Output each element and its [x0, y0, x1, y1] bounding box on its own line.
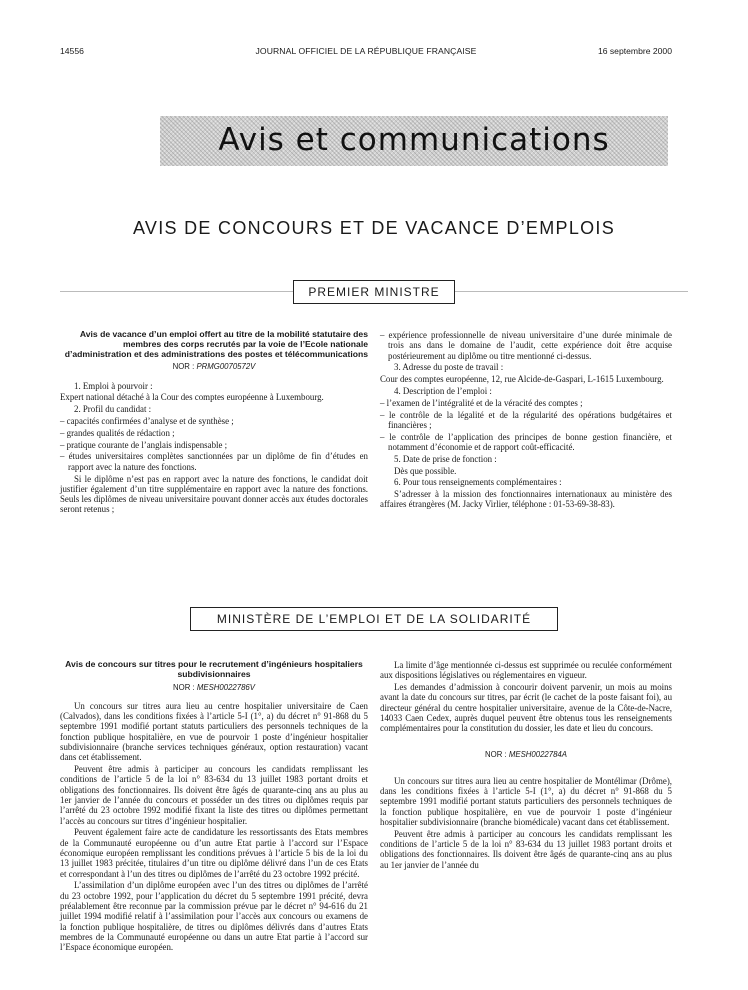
paragraph: 1. Emploi à pourvoir :	[74, 380, 153, 391]
paragraph: 4. Description de l’emploi :	[394, 385, 492, 396]
nor-label: NOR :	[172, 362, 195, 372]
paragraph: Dès que possible.	[394, 465, 457, 476]
paragraph: S’adresser à la mission des fonctionnaires internationaux au ministère des affaires étrangères (M. Jacky Virlier, téléphone : 01-53-69-38-83).	[380, 489, 672, 510]
paragraph: La limite d’âge mentionnée ci-dessus est supprimée ou reculée conformément aux dispositions législatives ou réglementaires en vigueur.	[380, 660, 672, 681]
list-item: – grandes qualités de rédaction ;	[60, 427, 175, 438]
nor-reference	[60, 683, 368, 693]
paragraph: Un concours sur titres aura lieu au centre hospitalier universitaire de Caen (Calvados), dans les conditions fixées à l’article 5-I (1°, a) du décret n° 91-868 du 5 septembre 1991 modifié portant statuts particuliers des personnels techniques de la fonction publique hospitalière, en vue de pourvoir 1 poste d’ingénieur hospitalier subdivisionnaire (branche services techniques généraux, option restauration) vacant dans cet établissement.	[60, 700, 368, 763]
paragraph: Cour des comptes européenne, 12, rue Alcide-de-Gaspari, L-1615 Luxembourg.	[380, 374, 664, 385]
notice-2-right-column	[380, 660, 672, 872]
paragraph: Si le diplôme n’est pas en rapport avec la nature des fonctions, le candidat doit justifier également d’un titre supplémentaire en rapport avec la nature des fonctions. Seuls les diplômes de niveau universitaire pouvant donner accès aux études doctorales seront retenus ;	[60, 473, 368, 515]
paragraph: 6. Pour tous renseignements complémentaires :	[394, 477, 562, 488]
paragraph: Peuvent également faire acte de candidature les ressortissants des Etats membres de la Communauté européenne ou d’un autre Etat partie à l’accord sur l’Espace économique européen remplissant les conditions prévues à l’article 5 bis de la loi du 13 juillet 1983 précitée, titulaires d’un titre ou diplôme délivré dans l’un de ces Etats et correspondant à l’un des titres ou diplômes de l’arrêté du 23 octobre 1992 précité.	[60, 827, 368, 879]
list-item: – l’examen de l’intégralité et de la véracité des comptes ;	[380, 397, 583, 408]
ministry-heading-emploi-solidarite: MINISTÈRE DE L’EMPLOI ET DE LA SOLIDARITÉ	[190, 607, 558, 631]
paragraph: 5. Date de prise de fonction :	[394, 453, 497, 464]
nor-code: MESH0022784A	[508, 749, 567, 759]
page-number: 14556	[60, 46, 84, 56]
publication-date: 16 septembre 2000	[597, 46, 672, 56]
banner-title: Avis et communications	[218, 122, 610, 158]
notice-2-left-column	[60, 660, 368, 954]
ministry-heading-premier-ministre: PREMIER MINISTRE	[293, 280, 455, 304]
nor-reference	[380, 750, 672, 760]
paragraph: Peuvent être admis à participer au concours les candidats remplissant les conditions de l’article 5 de la loi n° 83-634 du 13 juillet 1983 portant droits et obligations des fonctionnaires. Ils doivent être âgés de quarante-cinq ans au plus au 1er janvier de l’année du	[380, 828, 672, 870]
list-item: – le contrôle de l’application des principes de bonne gestion financière, et notamment d’économie et de rapport coût-efficacité.	[380, 431, 672, 452]
nor-code: MESH0022786V	[196, 682, 255, 692]
list-item: – expérience professionnelle de niveau universitaire d’une durée minimale de trois ans dans le domaine de l’audit, cette expérience doit être acquise postérieurement au diplôme ou titre mentionné ci-dessus.	[380, 330, 672, 361]
notice-1-right-column	[380, 330, 672, 511]
list-item: – études universitaires complètes sanctionnées par un diplôme de fin d’études en rapport avec la nature des fonctions.	[60, 451, 368, 472]
nor-label: NOR :	[173, 682, 195, 692]
list-item: – le contrôle de la légalité et de la régularité des opérations budgétaires et financières ;	[380, 409, 672, 430]
paragraph: Les demandes d’admission à concourir doivent parvenir, un mois au moins avant la date du concours sur titres, par écrit (le cachet de la poste faisant foi), au directeur général du centre hospitalier universitaire, avenue de la Côte-de-Nacre, 14033 Caen Cedex, auprès duquel peuvent être obtenus tous les renseignements complémentaires pour la constitution du dossier, les date et lieu du concours.	[380, 682, 672, 734]
paragraph: Un concours sur titres aura lieu au centre hospitalier de Montélimar (Drôme), dans les conditions fixées à l’article 5-I (1°, a) du décret n° 91-868 du 5 septembre 1991 modifié portant statuts particuliers des personnels techniques de la fonction publique hospitalière, en vue de pourvoir 1 poste d’ingénieur hospitalier subdivisionnaire (branche biomédicale) vacant dans cet établissement.	[380, 775, 672, 828]
nor-label: NOR :	[485, 749, 507, 759]
list-item: – capacités confirmées d’analyse et de synthèse ;	[60, 416, 234, 427]
notice-heading: Avis de concours sur titres pour le recrutement d’ingénieurs hospitaliers subdivisionnaires	[65, 659, 363, 679]
section-title: AVIS DE CONCOURS ET DE VACANCE D’EMPLOIS	[132, 218, 616, 238]
list-item: – pratique courante de l’anglais indispensable ;	[60, 439, 228, 450]
nor-code: PRMG0070572V	[196, 362, 256, 372]
page-header	[60, 46, 672, 60]
paragraph: 3. Adresse du poste de travail :	[394, 362, 504, 373]
paragraph: L’assimilation d’un diplôme européen avec l’un des titres ou diplômes de l’arrêté du 23 octobre 1992, pour l’application du décret du 5 septembre 1991 précité, devra préalablement être reconnue par la commission prévue par le décret n° 94-616 du 21 juillet 1994 modifié relatif à l’assimilation pour l’accès aux concours ou examens de la fonction publique hospitalière, de titres ou diplômes délivrés dans d’autres Etats membres de la Communauté européenne ou dans un autre Etat partie à l’accord sur l’Espace économique européen.	[60, 880, 368, 953]
journal-title: JOURNAL OFFICIEL DE LA RÉPUBLIQUE FRANÇAISE	[255, 46, 477, 56]
nor-reference	[60, 362, 368, 372]
notice-1-left-column	[60, 330, 368, 516]
notice-heading: Avis de vacance d’un emploi offert au titre de la mobilité statutaire des membres des corps recrutés par la voie de l’Ecole nationale d’administration et des administrations des postes et télécommunications	[64, 329, 368, 359]
paragraph: Expert national détaché à la Cour des comptes européenne à Luxembourg.	[60, 392, 324, 403]
paragraph: Peuvent être admis à participer au concours les candidats remplissant les conditions de l’article 5 de la loi n° 83-634 du 13 juillet 1983 portant droits et obligations des fonctionnaires. Ils doivent être âgés de quarante-cinq ans au plus au 1er janvier de l’année du concours et posséder un des titres ou diplômes requis par l’arrêté du 23 octobre 1992 modifié fixant la liste des titres ou diplômes permettant l’accès au concours sur titres d’ingénieur hospitalier.	[60, 764, 368, 826]
paragraph: 2. Profil du candidat :	[74, 404, 152, 415]
